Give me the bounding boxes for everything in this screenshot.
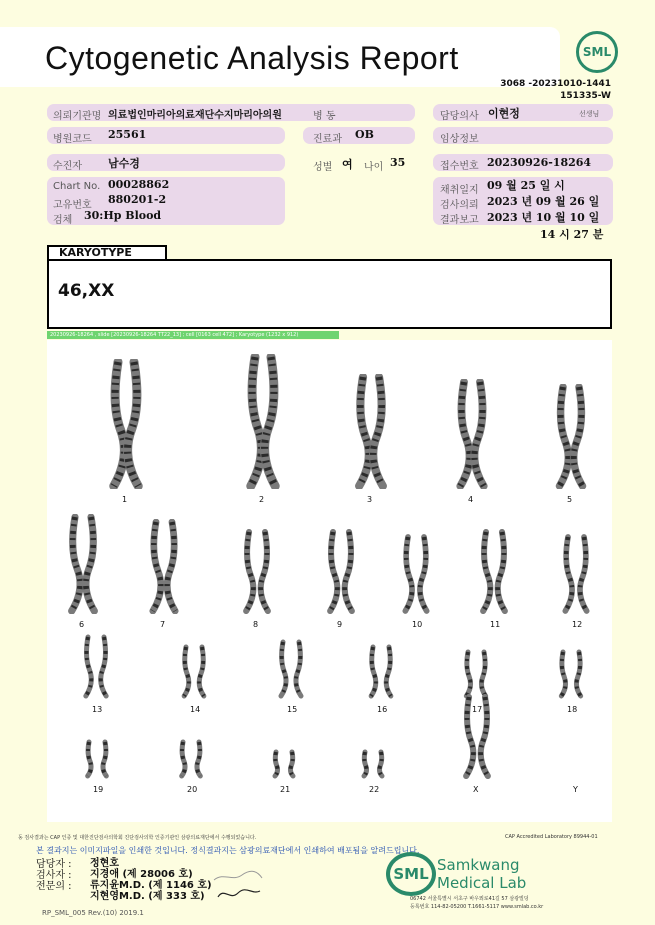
chromosome-label-13: 13 [92, 705, 103, 714]
collect-value: 09 월 25 일 시 [487, 179, 565, 192]
sml-logo: SML [576, 31, 618, 73]
lab-address-line-2: 등록번호 114-82-05200 T.1661-5117 www.smlab.co.kr [410, 904, 544, 910]
chromosome-pair-15 [271, 639, 311, 699]
karyogram-image [47, 340, 612, 822]
chromosome-label-7: 7 [160, 620, 166, 629]
lab-address [410, 895, 543, 911]
chromosome-label-22: 22 [369, 785, 380, 794]
request-value: 2023 년 09 월 26 일 [487, 195, 600, 208]
chromosome-pair-2 [243, 354, 283, 489]
chromosome-label-10: 10 [412, 620, 423, 629]
chromosome-label-y: Y [573, 785, 578, 794]
chromosome-label-1: 1 [122, 495, 128, 504]
chromosome-label-16: 16 [377, 705, 388, 714]
staff-name-4: 지현영M.D. (제 333 호) [90, 891, 205, 902]
staff-name-2: 지경애 (제 28006 호) [90, 869, 193, 880]
chromosome-pair-16 [361, 644, 401, 699]
lab-name-line-2: Medical Lab [437, 874, 527, 892]
age-value: 35 [390, 156, 406, 169]
chart-value: 00028862 [108, 178, 170, 191]
chromosome-label-9: 9 [337, 620, 343, 629]
chromosome-label-4: 4 [468, 495, 474, 504]
staff-role-3: 전문의 : [36, 881, 72, 892]
chromosome-pair-10 [396, 534, 436, 614]
dept-label: 진료과 [313, 134, 342, 145]
chromosome-label-15: 15 [287, 705, 298, 714]
doc-number-line-1: 3068 -20231010-1441 [500, 79, 611, 89]
karyotype-result-box [47, 259, 612, 329]
chromosome-pair-14 [174, 644, 214, 699]
institution-value: 의료법인마리아의료재단수지마리아의원 [108, 110, 282, 121]
lab-logo: SML [386, 852, 436, 896]
receipt-value: 20230926-18264 [487, 156, 592, 169]
karyotype-result: 46,XX [58, 281, 115, 301]
chromosome-pair-11 [474, 529, 514, 614]
image-caption-bar: 20230926-18264 , slide [20230926-18264 TT22_13] ; cell [0163 cell 472] ; Karyotype (1232 x 912) [47, 331, 339, 339]
chromosome-pair-12 [556, 534, 596, 614]
accreditation-note: 동 검사결과는 CAP 인증 및 대한진단검사의학회 진단검사의학 인증기관인 삼광의료재단에서 수행되었습니다. [18, 835, 257, 841]
chromosome-pair-19 [77, 739, 117, 779]
unique-label: 고유번호 [53, 200, 92, 211]
chromosome-label-8: 8 [253, 620, 259, 629]
chromosome-pair-7 [144, 519, 184, 614]
doctor-label: 담당의사 [440, 111, 479, 122]
chromosome-pair-17 [456, 649, 496, 699]
sex-label: 성별 [313, 162, 333, 173]
name-field [47, 154, 285, 171]
name-value: 남수경 [108, 157, 140, 170]
dept-value: OB [355, 128, 374, 141]
report-label: 결과보고 [440, 215, 479, 226]
chromosome-label-19: 19 [93, 785, 104, 794]
signature-image [210, 866, 266, 902]
collect-label: 채취일지 [440, 185, 479, 196]
chromosome-label-x: X [473, 785, 479, 794]
lab-name [437, 856, 526, 892]
staff-name-1: 정현호 [90, 858, 119, 869]
staff-role-1: 담당자 : [36, 859, 72, 870]
chromosome-label-3: 3 [367, 495, 373, 504]
chromosome-pair-1 [106, 359, 146, 489]
chromosome-label-18: 18 [567, 705, 578, 714]
institution-label: 의뢰기관명 [53, 111, 102, 122]
unique-value: 880201-2 [108, 193, 167, 206]
report-title: Cytogenetic Analysis Report [45, 40, 459, 76]
specimen-value: 30:Hp Blood [84, 209, 162, 222]
chromosome-pair-21 [264, 749, 304, 779]
chromosome-pair-4 [452, 379, 492, 489]
staff-role-2: 검사자 : [36, 870, 72, 881]
chromosome-label-12: 12 [572, 620, 583, 629]
ward-label: 병 동 [313, 111, 336, 122]
receipt-label: 접수번호 [440, 161, 479, 172]
sex-value: 여 [342, 158, 353, 171]
doc-number-line-2: 151335-W [560, 91, 611, 101]
doctor-suffix: 선생님 [579, 110, 600, 118]
karyotype-tab: KARYOTYPE [47, 245, 167, 259]
chromosome-pair-3 [351, 374, 391, 489]
chromosome-pair-8 [237, 529, 277, 614]
cap-note: CAP Accredited Laboratory 89944-01 [505, 834, 598, 840]
report-time: 14 시 27 분 [540, 228, 604, 241]
chromosome-pair-13 [76, 634, 116, 699]
lab-address-line-1: 06742 서울특별시 서초구 바우뫼로41길 57 삼광빌딩 [410, 896, 529, 902]
chart-label: Chart No. [53, 181, 101, 192]
name-label: 수진자 [53, 161, 82, 172]
chromosome-pair-9 [321, 529, 361, 614]
report-value: 2023 년 10 월 10 일 [487, 211, 600, 224]
chromosome-pair-x [457, 694, 497, 779]
chromosome-pair-20 [171, 739, 211, 779]
chromosome-label-5: 5 [567, 495, 573, 504]
age-label: 나이 [364, 162, 384, 173]
revision-number: RP_SML_005 Rev.(10) 2019.1 [42, 909, 144, 917]
doctor-value: 이현정 [488, 107, 520, 120]
lab-name-line-1: Samkwang [437, 856, 520, 874]
chromosome-label-21: 21 [280, 785, 291, 794]
chromosome-label-14: 14 [190, 705, 201, 714]
chromosome-pair-6 [63, 514, 103, 614]
chromosome-label-17: 17 [472, 705, 483, 714]
print-notice: 본 결과지는 이미지파일을 인쇄한 것입니다. 정식결과지는 삼광의료재단에서 인쇄하여 배포됨을 알려드립니다. [36, 846, 420, 855]
chromosome-pair-22 [353, 749, 393, 779]
hospital-code-value: 25561 [108, 128, 147, 141]
chromosome-pair-5 [551, 384, 591, 489]
request-label: 검사의뢰 [440, 200, 479, 211]
chromosome-pair-18 [551, 649, 591, 699]
hospital-code-label: 병원코드 [53, 134, 92, 145]
chromosome-label-11: 11 [490, 620, 501, 629]
chromosome-label-6: 6 [79, 620, 85, 629]
chromosome-label-20: 20 [187, 785, 198, 794]
specimen-label: 검체 [53, 215, 73, 226]
chromosome-label-2: 2 [259, 495, 265, 504]
staff-name-3: 류지윤M.D. (제 1146 호) [90, 880, 212, 891]
clinical-label: 임상정보 [440, 134, 479, 145]
document-number [500, 78, 611, 102]
